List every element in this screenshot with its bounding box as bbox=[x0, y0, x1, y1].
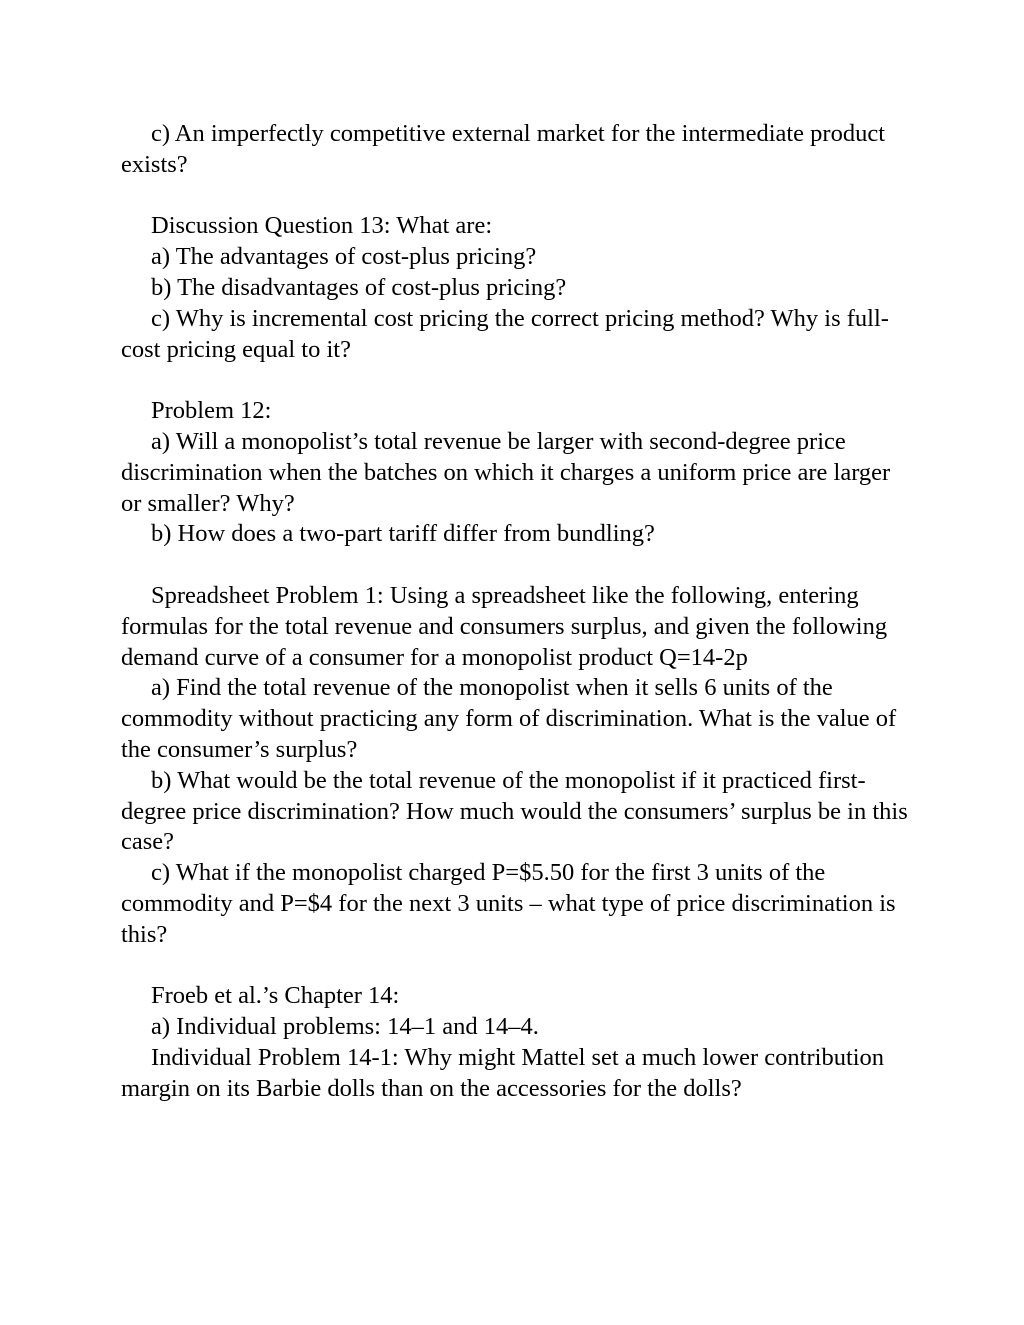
problem-12-heading: Problem 12: bbox=[151, 397, 272, 425]
discussion-question-13-b: b) The disadvantages of cost-plus pricing? bbox=[151, 273, 567, 301]
discussion-question-13-heading: Discussion Question 13: What are: bbox=[151, 212, 493, 240]
paragraph-spacer bbox=[121, 550, 911, 581]
paragraph-spacer bbox=[121, 181, 911, 212]
paragraph-spacer bbox=[121, 951, 911, 982]
froeb-chapter-14-a: a) Individual problems: 14–1 and 14–4. bbox=[151, 1013, 539, 1041]
paragraph-question-c-external-market: c) An imperfectly competitive external market for the intermediate product exists? bbox=[121, 120, 886, 178]
individual-problem-14-1: Individual Problem 14-1: Why might Mattel set a much lower contribution margin on its Barbie dolls than on the accessories for the dolls? bbox=[121, 1043, 885, 1102]
discussion-question-13-a: a) The advantages of cost-plus pricing? bbox=[151, 243, 537, 271]
paragraph-spacer bbox=[121, 365, 911, 396]
spreadsheet-problem-1-c: c) What if the monopolist charged P=$5.50 for the first 3 units of the commodity and P=$4 for the next 3 units – what type of price discrimination is this? bbox=[121, 859, 896, 948]
discussion-question-13-c: c) Why is incremental cost pricing the correct pricing method? Why is full-cost pricing equal to it? bbox=[121, 304, 889, 363]
froeb-chapter-14-heading: Froeb et al.’s Chapter 14: bbox=[151, 982, 400, 1010]
spreadsheet-problem-1-b: b) What would be the total revenue of the monopolist if it practiced first-degree price discrimination? How much would the consumers’ surplus be in this case? bbox=[121, 766, 908, 856]
document-page bbox=[121, 119, 911, 1105]
spreadsheet-problem-1-intro: Spreadsheet Problem 1: Using a spreadsheet like the following, entering formulas for the total revenue and consumers surplus, and given the following demand curve of a consumer for a monopolist product Q=14-2p bbox=[121, 581, 888, 671]
problem-12-a: a) Will a monopolist’s total revenue be larger with second-degree price discrimination when the batches on which it charges a uniform price are larger or smaller? Why? bbox=[121, 427, 891, 517]
problem-12-b: b) How does a two-part tariff differ from bundling? bbox=[151, 520, 655, 548]
spreadsheet-problem-1-a: a) Find the total revenue of the monopolist when it sells 6 units of the commodity without practicing any form of discrimination. What is the value of the consumer’s surplus? bbox=[121, 674, 897, 763]
